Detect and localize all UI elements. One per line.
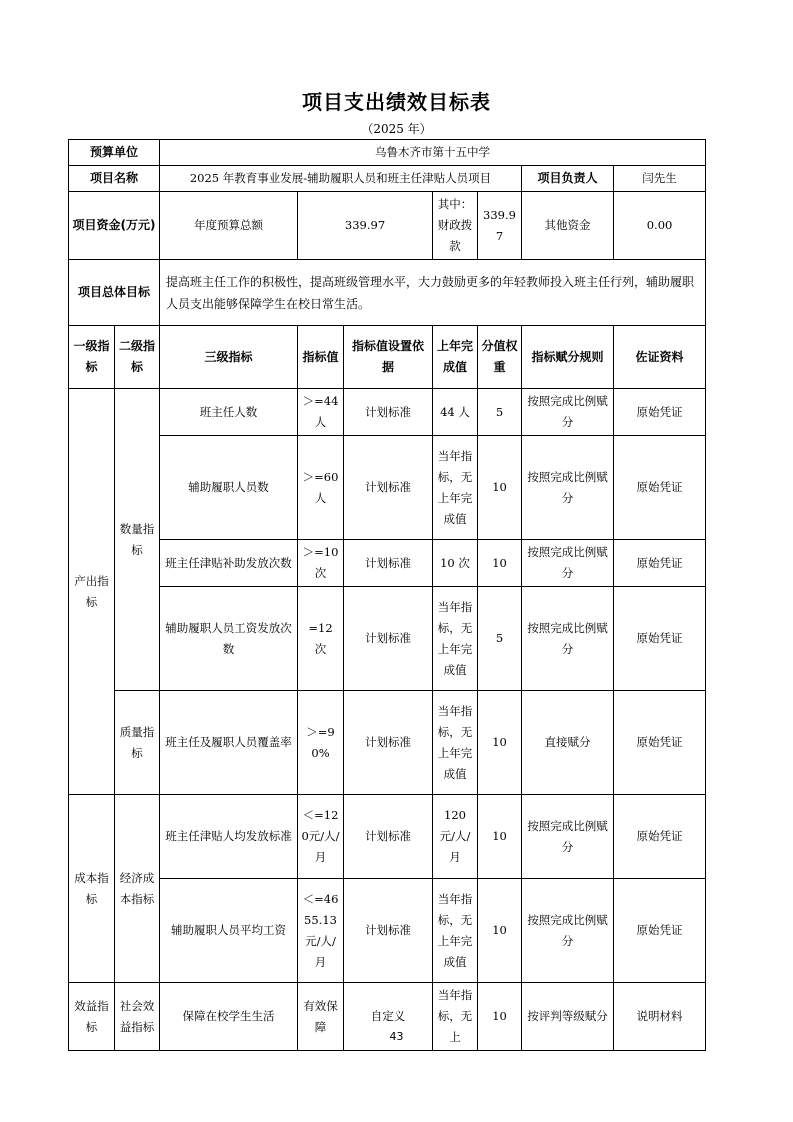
indicator-name: 班主任及履职人员覆盖率	[160, 691, 298, 795]
indicator-weight: 5	[478, 389, 522, 436]
table-row	[69, 691, 706, 795]
group-benefit: 效益指标	[69, 983, 115, 1051]
indicator-rule: 按照完成比例赋分	[522, 389, 614, 436]
indicator-value: ＞=44人	[298, 389, 344, 436]
indicator-last-year: 当年指标，无上年完成值	[433, 691, 478, 795]
indicator-evidence: 原始凭证	[614, 540, 706, 587]
indicator-rule: 直接赋分	[522, 691, 614, 795]
group-output: 产出指标	[69, 389, 115, 795]
group-economic-cost: 经济成本指标	[115, 795, 160, 983]
indicator-evidence: 原始凭证	[614, 795, 706, 879]
goal-label: 项目总体目标	[69, 260, 160, 326]
other-value: 0.00	[614, 192, 706, 260]
row-column-headers	[69, 326, 706, 389]
performance-table	[68, 139, 706, 1051]
col-level1: 一级指标	[69, 326, 115, 389]
indicator-weight: 10	[478, 436, 522, 540]
indicator-last-year: 120 元/人/月	[433, 795, 478, 879]
indicator-value: =12 次	[298, 587, 344, 691]
group-social-benefit: 社会效益指标	[115, 983, 160, 1051]
indicator-basis: 自定义	[344, 983, 433, 1051]
indicator-weight: 10	[478, 540, 522, 587]
indicator-basis: 计划标准	[344, 879, 433, 983]
project-name-value: 2025 年教育事业发展-辅助履职人员和班主任津贴人员项目	[160, 166, 522, 192]
goal-value: 提高班主任工作的积极性，提高班级管理水平，大力鼓励更多的年轻教师投入班主任行列，辅助履职人员支出能够保障学生在校日常生活。	[160, 260, 706, 326]
indicator-rule: 按照完成比例赋分	[522, 587, 614, 691]
indicator-weight: 10	[478, 879, 522, 983]
row-unit	[69, 140, 706, 166]
indicator-name: 班主任津贴补助发放次数	[160, 540, 298, 587]
indicator-weight: 10	[478, 983, 522, 1051]
indicator-weight: 5	[478, 587, 522, 691]
manager-label: 项目负责人	[522, 166, 614, 192]
indicator-rule: 按照完成比例赋分	[522, 436, 614, 540]
indicator-name: 保障在校学生生活	[160, 983, 298, 1051]
col-rule: 指标赋分规则	[522, 326, 614, 389]
project-name-label: 项目名称	[69, 166, 160, 192]
col-weight: 分值权重	[478, 326, 522, 389]
row-funds	[69, 192, 706, 260]
col-level3: 三级指标	[160, 326, 298, 389]
indicator-name: 辅助履职人员平均工资	[160, 879, 298, 983]
indicator-basis: 计划标准	[344, 540, 433, 587]
col-value: 指标值	[298, 326, 344, 389]
indicator-weight: 10	[478, 691, 522, 795]
table-row	[69, 540, 706, 587]
table-row	[69, 879, 706, 983]
indicator-last-year: 当年指标，无上年完成值	[433, 587, 478, 691]
row-project-name	[69, 166, 706, 192]
indicator-name: 班主任人数	[160, 389, 298, 436]
indicator-rule: 按照完成比例赋分	[522, 540, 614, 587]
indicator-evidence: 原始凭证	[614, 587, 706, 691]
indicator-name: 班主任津贴人均发放标准	[160, 795, 298, 879]
indicator-rule: 按照完成比例赋分	[522, 795, 614, 879]
page-title: 项目支出绩效目标表	[302, 90, 491, 114]
annual-budget-label: 年度预算总额	[160, 192, 298, 260]
funds-label: 项目资金(万元)	[69, 192, 160, 260]
annual-budget-value: 339.97	[298, 192, 433, 260]
indicator-evidence: 原始凭证	[614, 389, 706, 436]
indicator-basis: 计划标准	[344, 389, 433, 436]
indicator-last-year: 44 人	[433, 389, 478, 436]
indicator-last-year: 当年指标，无上年完成值	[433, 879, 478, 983]
fiscal-label: 其中：财政拨款	[433, 192, 478, 260]
manager-value: 闫先生	[614, 166, 706, 192]
group-cost: 成本指标	[69, 795, 115, 983]
year-label: （2025 年）	[361, 122, 432, 136]
indicator-name: 辅助履职人员数	[160, 436, 298, 540]
group-quantity: 数量指标	[115, 389, 160, 691]
indicator-last-year: 当年指标，无上年完成值	[433, 436, 478, 540]
indicator-basis: 计划标准	[344, 795, 433, 879]
indicator-basis: 计划标准	[344, 587, 433, 691]
col-evidence: 佐证资料	[614, 326, 706, 389]
fiscal-value: 339.97	[478, 192, 522, 260]
indicator-evidence: 原始凭证	[614, 436, 706, 540]
indicator-value: 有效保障	[298, 983, 344, 1051]
col-basis: 指标值设置依据	[344, 326, 433, 389]
indicator-rule: 按照完成比例赋分	[522, 879, 614, 983]
table-row	[69, 389, 706, 436]
indicator-evidence: 说明材料	[614, 983, 706, 1051]
indicator-evidence: 原始凭证	[614, 691, 706, 795]
col-level2: 二级指标	[115, 326, 160, 389]
group-quality: 质量指标	[115, 691, 160, 795]
indicator-last-year: 当年指标，无上	[433, 983, 478, 1051]
indicator-evidence: 原始凭证	[614, 879, 706, 983]
indicator-value: ＜=120元/人/月	[298, 795, 344, 879]
unit-value: 乌鲁木齐市第十五中学	[160, 140, 706, 166]
indicator-basis: 计划标准	[344, 691, 433, 795]
page-number: 43	[389, 1030, 404, 1043]
unit-label: 预算单位	[69, 140, 160, 166]
other-label: 其他资金	[522, 192, 614, 260]
indicator-value: ＞=60人	[298, 436, 344, 540]
indicator-value: ＞=10次	[298, 540, 344, 587]
col-last-year: 上年完成值	[433, 326, 478, 389]
table-row	[69, 795, 706, 879]
indicator-value: ＞=90%	[298, 691, 344, 795]
table-row	[69, 436, 706, 540]
indicator-basis: 计划标准	[344, 436, 433, 540]
indicator-rule: 按评判等级赋分	[522, 983, 614, 1051]
row-goal	[69, 260, 706, 326]
indicator-value: ＜=4655.13 元/人/月	[298, 879, 344, 983]
indicator-name: 辅助履职人员工资发放次数	[160, 587, 298, 691]
indicator-weight: 10	[478, 795, 522, 879]
table-row	[69, 587, 706, 691]
indicator-last-year: 10 次	[433, 540, 478, 587]
